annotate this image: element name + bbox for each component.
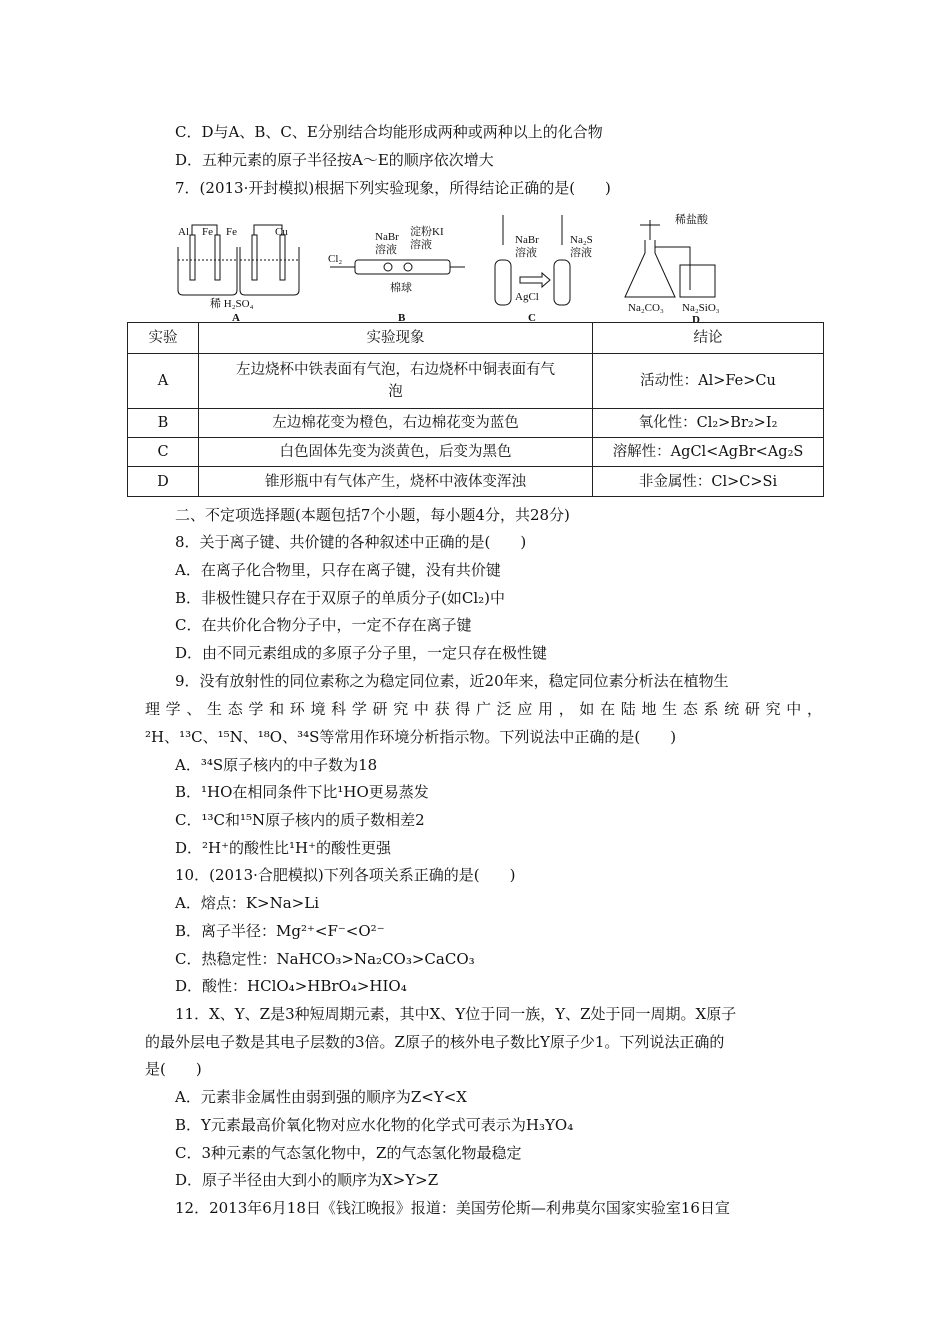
experiment-figure [170,205,770,325]
q11-option-c: C．3种元素的气态氢化物中，Z的气态氢化物最稳定 [175,1144,522,1162]
row-conclusion: 非金属性：Cl>C>Si [593,467,824,497]
question-9-line-3: ²H、¹³C、¹⁵N、¹⁸O、³⁴S等常用作环境分析指示物。下列说法中正确的是( ) [145,728,677,746]
q8-option-b: B．非极性键只存在于双原子的单质分子(如Cl₂)中 [175,589,506,607]
q9-option-d: D．²H⁺的酸性比¹H⁺的酸性更强 [175,839,392,857]
row-conclusion: 氧化性：Cl₂>Br₂>I₂ [593,409,824,438]
question-10: 10．(2013·合肥模拟)下列各项关系正确的是( ) [175,866,516,884]
table-row [128,467,824,497]
table-row [128,438,824,467]
svg-text:溶液: 溶液 [410,239,432,251]
apparatus-a [178,225,299,324]
svg-text:D: D [692,314,700,325]
q9-option-c: C．¹³C和¹⁵N原子核内的质子数相差2 [175,811,425,829]
question-11-line-3: 是( ) [145,1060,202,1078]
question-9-line-1: 9．没有放射性的同位素称之为稳定同位素，近20年来，稳定同位素分析法在植物生 [175,672,729,690]
apparatus-d [625,212,720,325]
apparatus-c [495,215,593,324]
section-2-heading: 二、不定项选择题(本题包括7个小题，每小题4分，共28分) [175,506,570,524]
table-row [128,409,824,438]
question-11-line-2: 的最外层电子数是其电子层数的3倍。Z原子的核外电子数比Y原子少1。下列说法正确的 [145,1033,725,1051]
q11-option-b: B．Y元素最高价氧化物对应水化物的化学式可表示为H₃YO₄ [175,1116,574,1134]
row-phenomenon: 白色固体先变为淡黄色，后变为黑色 [199,438,593,467]
q9-option-a: A．³⁴S原子核内的中子数为18 [175,756,378,774]
question-12: 12．2013年6月18日《钱江晚报》报道：美国劳伦斯—利弗莫尔国家实验室16日宣 [175,1199,730,1217]
q8-option-a: A．在离子化合物里，只存在离子键，没有共价键 [175,561,501,579]
q11-option-a: A．元素非金属性由弱到强的顺序为Z<Y<X [175,1088,467,1106]
svg-text:Fe: Fe [226,226,237,238]
svg-text:稀 H₂SO₄: 稀 H₂SO₄ [210,298,254,310]
svg-text:溶液: 溶液 [570,247,592,259]
row-phenomenon: 左边棉花变为橙色，右边棉花变为蓝色 [199,409,593,438]
question-11-line-1: 11．X、Y、Z是3种短周期元素，其中X、Y位于同一族，Y、Z处于同一周期。X原子 [175,1005,737,1023]
question-9-line-2: 理学、生态学和环境科学研究中获得广泛应用，如在陆地生态系统研究中， [145,700,822,718]
q10-option-d: D．酸性：HClO₄>HBrO₄>HIO₄ [175,977,407,995]
svg-text:AgCl: AgCl [515,291,539,303]
svg-text:Na₂CO₃: Na₂CO₃ [628,302,664,314]
svg-text:Na₂SiO₃: Na₂SiO₃ [682,302,720,314]
q9-option-b: B．¹HO在相同条件下比¹HO更易蒸发 [175,783,429,801]
row-conclusion: 活动性：Al>Fe>Cu [593,354,824,409]
q8-option-c: C．在共价化合物分子中，一定不存在离子键 [175,616,472,634]
row-label: A [128,354,199,409]
row-conclusion: 溶解性：AgCl<AgBr<Ag₂S [593,438,824,467]
q10-option-a: A．熔点：K>Na>Li [175,894,320,912]
row-phenomenon: 左边烧杯中铁表面有气泡，右边烧杯中铜表面有气 泡 [199,354,593,409]
svg-text:Al: Al [178,226,189,238]
svg-text:溶液: 溶液 [375,244,397,256]
table-row [128,354,824,409]
svg-text:稀盐酸: 稀盐酸 [675,214,708,226]
svg-text:Fe: Fe [202,226,213,238]
question-7: 7．(2013·开封模拟)根据下列实验现象，所得结论正确的是( ) [175,179,611,197]
row-label: B [128,409,199,438]
svg-text:B: B [398,312,406,324]
experiment-table [127,322,824,497]
header-experiment: 实验 [128,323,199,354]
header-phenomenon: 实验现象 [199,323,593,354]
svg-text:NaBr: NaBr [375,231,399,243]
q11-option-d: D．原子半径由大到小的顺序为X>Y>Z [175,1171,439,1189]
svg-text:棉球: 棉球 [390,282,412,294]
row-label: C [128,438,199,467]
svg-text:C: C [528,312,536,324]
apparatus-b [328,224,465,324]
svg-text:Cl₂: Cl₂ [328,253,343,265]
svg-text:溶液: 溶液 [515,247,537,259]
q10-option-c: C．热稳定性：NaHCO₃>Na₂CO₃>CaCO₃ [175,950,475,968]
svg-text:NaBr: NaBr [515,234,539,246]
option-c-line: C．D与A、B、C、E分别结合均能形成两种或两种以上的化合物 [175,123,603,141]
svg-text:A: A [232,312,240,324]
q8-option-d: D．由不同元素组成的多原子分子里，一定只存在极性键 [175,644,548,662]
svg-text:Na₂S: Na₂S [570,234,593,246]
option-d-line: D．五种元素的原子半径按A～E的顺序依次增大 [175,151,494,169]
row-label: D [128,467,199,497]
q10-option-b: B．离子半径：Mg²⁺<F⁻<O²⁻ [175,922,385,940]
svg-text:Cu: Cu [275,226,288,238]
question-8: 8．关于离子键、共价键的各种叙述中正确的是( ) [175,533,527,551]
header-conclusion: 结论 [593,323,824,354]
row-phenomenon: 锥形瓶中有气体产生，烧杯中液体变浑浊 [199,467,593,497]
svg-text:淀粉KI: 淀粉KI [410,226,444,238]
